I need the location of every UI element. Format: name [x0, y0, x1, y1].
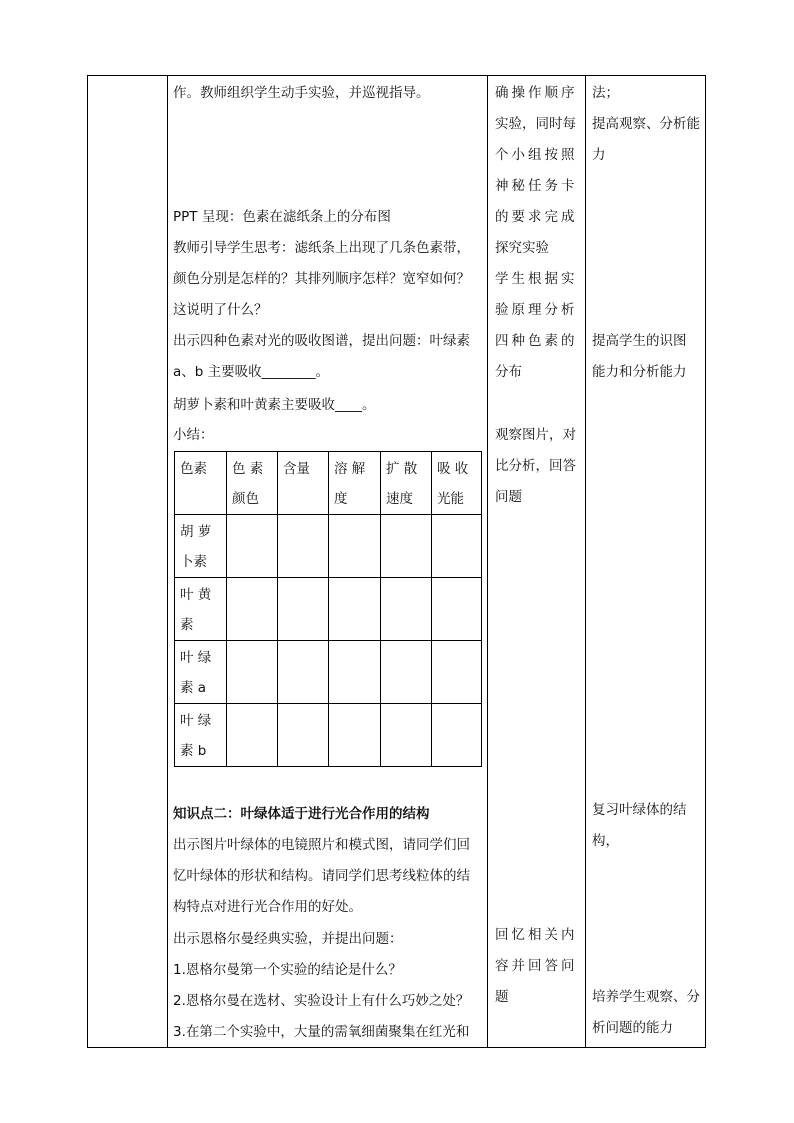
knowledge-point-title: 知识点二：叶绿体适于进行光合作用的结构: [173, 806, 430, 822]
guide-line: 颜色分别是怎样的？其排列顺序怎样？宽窄如何？: [173, 271, 470, 287]
student-activity-line: 学生根据实: [495, 271, 578, 287]
design-intent-line: 法；: [592, 85, 619, 101]
design-intent-line: 培养学生观察、分: [592, 989, 700, 1005]
student-activity-line: 回忆相关内: [495, 927, 578, 943]
ppt-line: PPT 呈现：色素在滤纸条上的分布图: [173, 209, 391, 225]
absorb-question-line: 胡萝卜素和叶黄素主要吸收____。: [173, 397, 376, 413]
student-activity-line: 个小组按照: [495, 147, 578, 163]
student-activity-line: 探究实验: [495, 240, 549, 256]
absorb-question-line: a、b 主要吸收________。: [173, 364, 330, 380]
column-divider: [487, 75, 488, 1048]
student-activity-line: 神秘任务卡: [495, 178, 578, 194]
table-row: [175, 704, 482, 767]
student-activity-line: 题: [495, 989, 509, 1005]
student-activity-line: 分布: [495, 364, 522, 380]
table-row: [175, 515, 482, 578]
pigment-name-cell: 叶 绿 素 a: [175, 641, 227, 704]
table-header-row: [175, 452, 482, 515]
design-intent-line: 析问题的能力: [592, 1020, 673, 1036]
table-header-cell: 色素: [175, 452, 227, 515]
design-intent-line: 力: [592, 147, 606, 163]
table-header-cell: 吸 收 光能: [432, 452, 482, 515]
design-intent-line: 提高观察、分析能: [592, 116, 700, 132]
column-divider: [167, 75, 168, 1048]
table-row: [175, 641, 482, 704]
table-header-cell: 溶 解 度: [329, 452, 381, 515]
design-intent-line: 提高学生的识图: [592, 333, 687, 349]
student-activity-line: 四种色素的: [495, 333, 578, 349]
student-activity-line: 问题: [495, 489, 522, 505]
design-intent-line: 构，: [592, 833, 619, 849]
summary-label: 小结：: [173, 427, 214, 443]
column-divider: [585, 75, 586, 1048]
question-line: 2.恩格尔曼在选材、实验设计上有什么巧妙之处？: [173, 993, 470, 1009]
table-header-cell: 色 素 颜色: [227, 452, 278, 515]
student-activity-line: 实验，同时每: [495, 116, 576, 132]
design-intent-line: 复习叶绿体的结: [592, 802, 687, 818]
table-header-cell: 扩 散 速度: [381, 452, 432, 515]
chloroplast-prompt-line: 出示图片叶绿体的电镜照片和模式图，请同学们回: [173, 837, 470, 853]
pigment-name-cell: 叶 黄 素: [175, 578, 227, 641]
table-header-cell: 含量: [278, 452, 329, 515]
table-row: [175, 578, 482, 641]
chloroplast-prompt-line: 构特点对进行光合作用的好处。: [173, 899, 362, 915]
guide-line: 这说明了什么？: [173, 302, 268, 318]
teacher-activity-line: 作。教师组织学生动手实验，并巡视指导。: [173, 85, 430, 101]
question-line: 3.在第二个实验中，大量的需氧细菌聚集在红光和: [173, 1024, 470, 1040]
guide-line: 教师引导学生思考：滤纸条上出现了几条色素带，: [173, 240, 470, 256]
engelmann-intro: 出示恩格尔曼经典实验，并提出问题：: [173, 931, 403, 947]
student-activity-line: 确操作顺序: [495, 85, 578, 101]
chloroplast-prompt-line: 忆叶绿体的形状和结构。请同学们思考线粒体的结: [173, 868, 470, 884]
question-line: 1.恩格尔曼第一个实验的结论是什么？: [173, 962, 402, 978]
student-activity-line: 比分析，回答: [495, 458, 576, 474]
student-activity-line: 观察图片，对: [495, 427, 576, 443]
student-activity-line: 验原理分析: [495, 302, 578, 318]
student-activity-line: 容并回答问: [495, 958, 578, 974]
design-intent-line: 能力和分析能力: [592, 364, 687, 380]
pigment-summary-table: [174, 451, 482, 767]
pigment-name-cell: 叶 绿 素 b: [175, 704, 227, 767]
absorb-question-line: 出示四种色素对光的吸收图谱，提出问题：叶绿素: [173, 333, 470, 349]
student-activity-line: 的要求完成: [495, 209, 578, 225]
pigment-name-cell: 胡 萝 卜素: [175, 515, 227, 578]
